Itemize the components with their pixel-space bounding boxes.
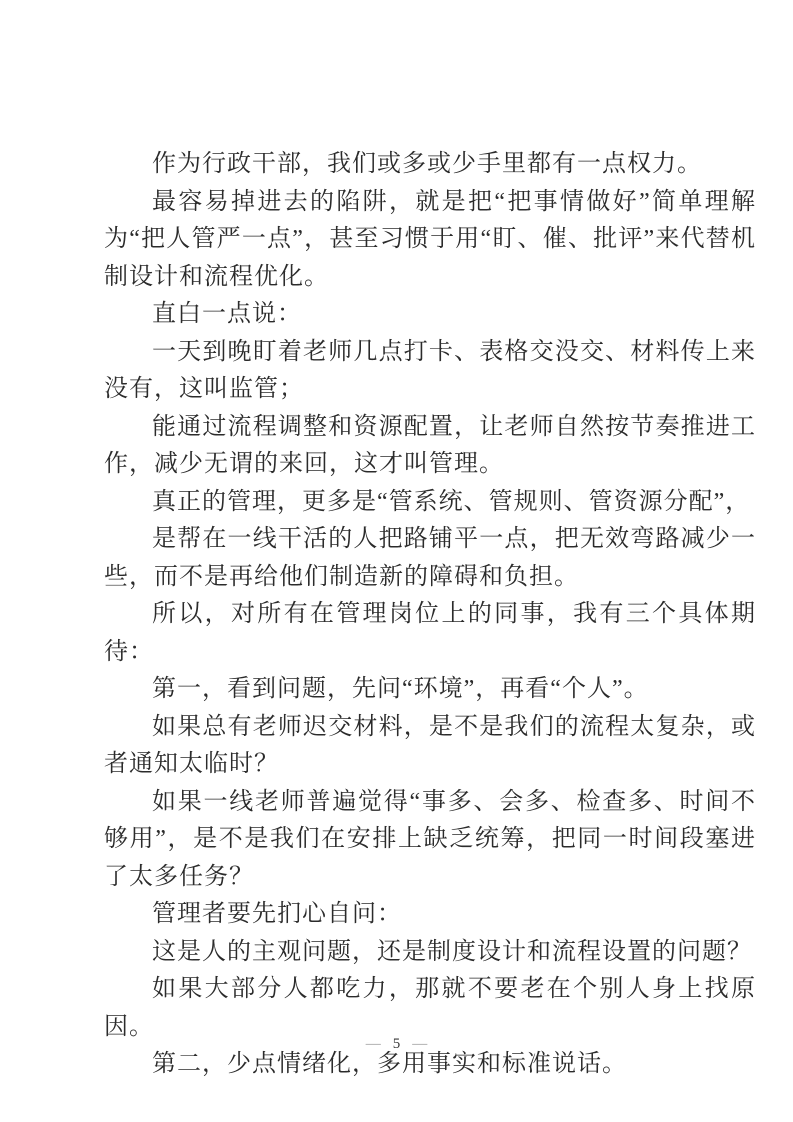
paragraph: 是帮在一线干活的人把路铺平一点，把无效弯路减少一些，而不是再给他们制造新的障碍和负担。: [104, 526, 756, 590]
paragraph: 如果一线老师普遍觉得“事多、会多、检查多、时间不够用”，是不是我们在安排上缺乏统筹，把同一时间段塞进了太多任务？: [104, 788, 756, 890]
paragraph: 第一，看到问题，先问“环境”，再看“个人”。: [152, 676, 649, 702]
paragraph: 所以，对所有在管理岗位上的同事，我有三个具体期待：: [104, 601, 756, 665]
document-body: [104, 146, 756, 1084]
page-footer: [0, 1034, 793, 1054]
paragraph: 作为行政干部，我们或多或少手里都有一点权力。: [152, 151, 702, 177]
paragraph: 直白一点说：: [152, 301, 302, 327]
paragraph: 如果总有老师迟交材料，是不是我们的流程太复杂，或者通知太临时？: [104, 713, 756, 777]
paragraph: 一天到晚盯着老师几点打卡、表格交没交、材料传上来没有，这叫监管；: [104, 338, 756, 402]
footer-dash-right: —: [412, 1036, 428, 1052]
paragraph: 最容易掉进去的陷阱，就是把“把事情做好”简单理解为“把人管严一点”，甚至习惯于用“盯、催、批评”来代替机制设计和流程优化。: [104, 188, 756, 290]
paragraph: 管理者要先扪心自问：: [152, 901, 402, 927]
footer-dash-left: —: [365, 1036, 381, 1052]
page-number: 5: [392, 1036, 401, 1052]
paragraph: 如果大部分人都吃力，那就不要老在个别人身上找原因。: [104, 976, 756, 1040]
paragraph: 第二，少点情绪化，多用事实和标准说话。: [152, 1051, 627, 1077]
paragraph: 能通过流程调整和资源配置，让老师自然按节奏推进工作，减少无谓的来回，这才叫管理。: [104, 413, 756, 477]
paragraph: 真正的管理，更多是“管系统、管规则、管资源分配”，: [152, 488, 751, 515]
paragraph: 这是人的主观问题，还是制度设计和流程设置的问题？: [152, 938, 752, 965]
